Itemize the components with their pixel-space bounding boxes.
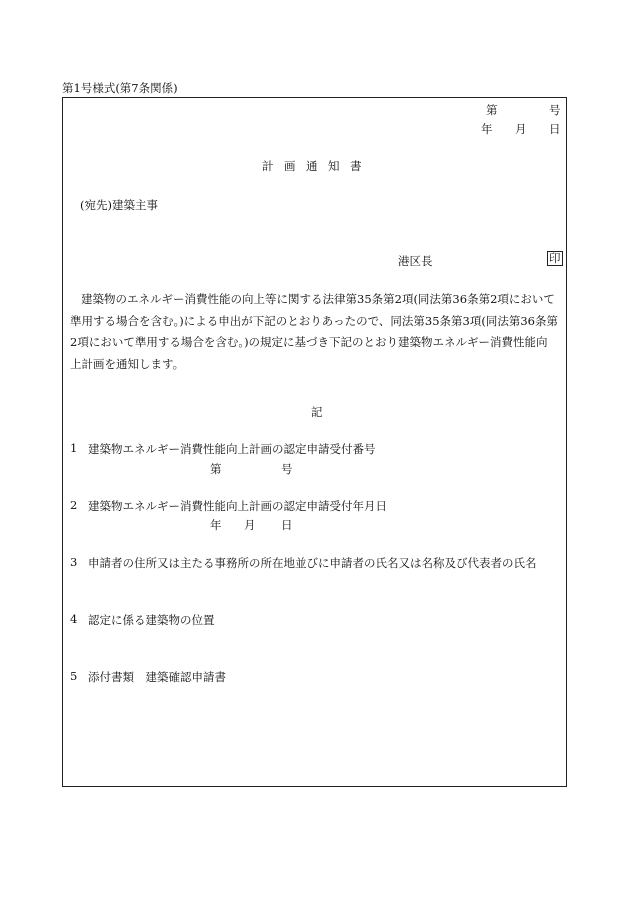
title-char: 書 xyxy=(350,159,362,173)
receipt-date-year: 年 xyxy=(210,518,222,532)
addressee: (宛先)建築主事 xyxy=(80,198,158,212)
item-label: 添付書類 建築確認申請書 xyxy=(88,670,226,684)
date-year: 年 xyxy=(481,122,493,136)
title-char: 計 xyxy=(262,159,274,173)
date-month: 月 xyxy=(515,122,527,136)
body-line: 上計画を通知します。 xyxy=(70,356,185,371)
item-label: 建築物エネルギー消費性能向上計画の認定申請受付番号 xyxy=(88,442,376,456)
item-number: 4 xyxy=(70,612,78,626)
date-day: 日 xyxy=(549,122,561,136)
title-char: 通 xyxy=(306,159,318,173)
receipt-number-prefix: 第 xyxy=(210,462,222,476)
receipt-date-day: 日 xyxy=(281,518,293,532)
title-char: 知 xyxy=(328,159,340,173)
item-label: 建築物エネルギー消費性能向上計画の認定申請受付年月日 xyxy=(88,499,387,513)
body-line: 2項において準用する場合を含む。)の規定に基づき下記のとおり建築物エネルギー消費性能向 xyxy=(70,335,548,349)
seal-mark xyxy=(547,251,563,266)
sender: 港区長 xyxy=(398,254,433,268)
body-line: 建築物のエネルギー消費性能の向上等に関する法律第35条第2項(同法第36条第2項において xyxy=(81,292,555,306)
form-label: 第1号様式(第7条関係) xyxy=(62,81,178,95)
body-line: 準用する場合を含む。)による申出が下記のとおりあったので、同法第35条第3項(同法第36条第 xyxy=(70,313,558,328)
item-number: 2 xyxy=(70,498,78,512)
number-suffix: 号 xyxy=(549,103,561,117)
number-prefix: 第 xyxy=(486,103,498,117)
receipt-number-suffix: 号 xyxy=(281,462,293,476)
seal-text: 印 xyxy=(549,251,561,265)
item-number: 1 xyxy=(70,441,78,455)
receipt-date-month: 月 xyxy=(244,518,256,532)
item-label: 認定に係る建築物の位置 xyxy=(88,613,215,627)
item-number: 3 xyxy=(70,555,78,569)
item-number: 5 xyxy=(70,669,78,683)
ki-heading: 記 xyxy=(311,405,323,419)
body-paragraph xyxy=(70,289,562,375)
item-label: 申請者の住所又は主たる事務所の所在地並びに申請者の氏名又は名称及び代表者の氏名 xyxy=(88,556,537,570)
title-char: 画 xyxy=(284,159,296,173)
